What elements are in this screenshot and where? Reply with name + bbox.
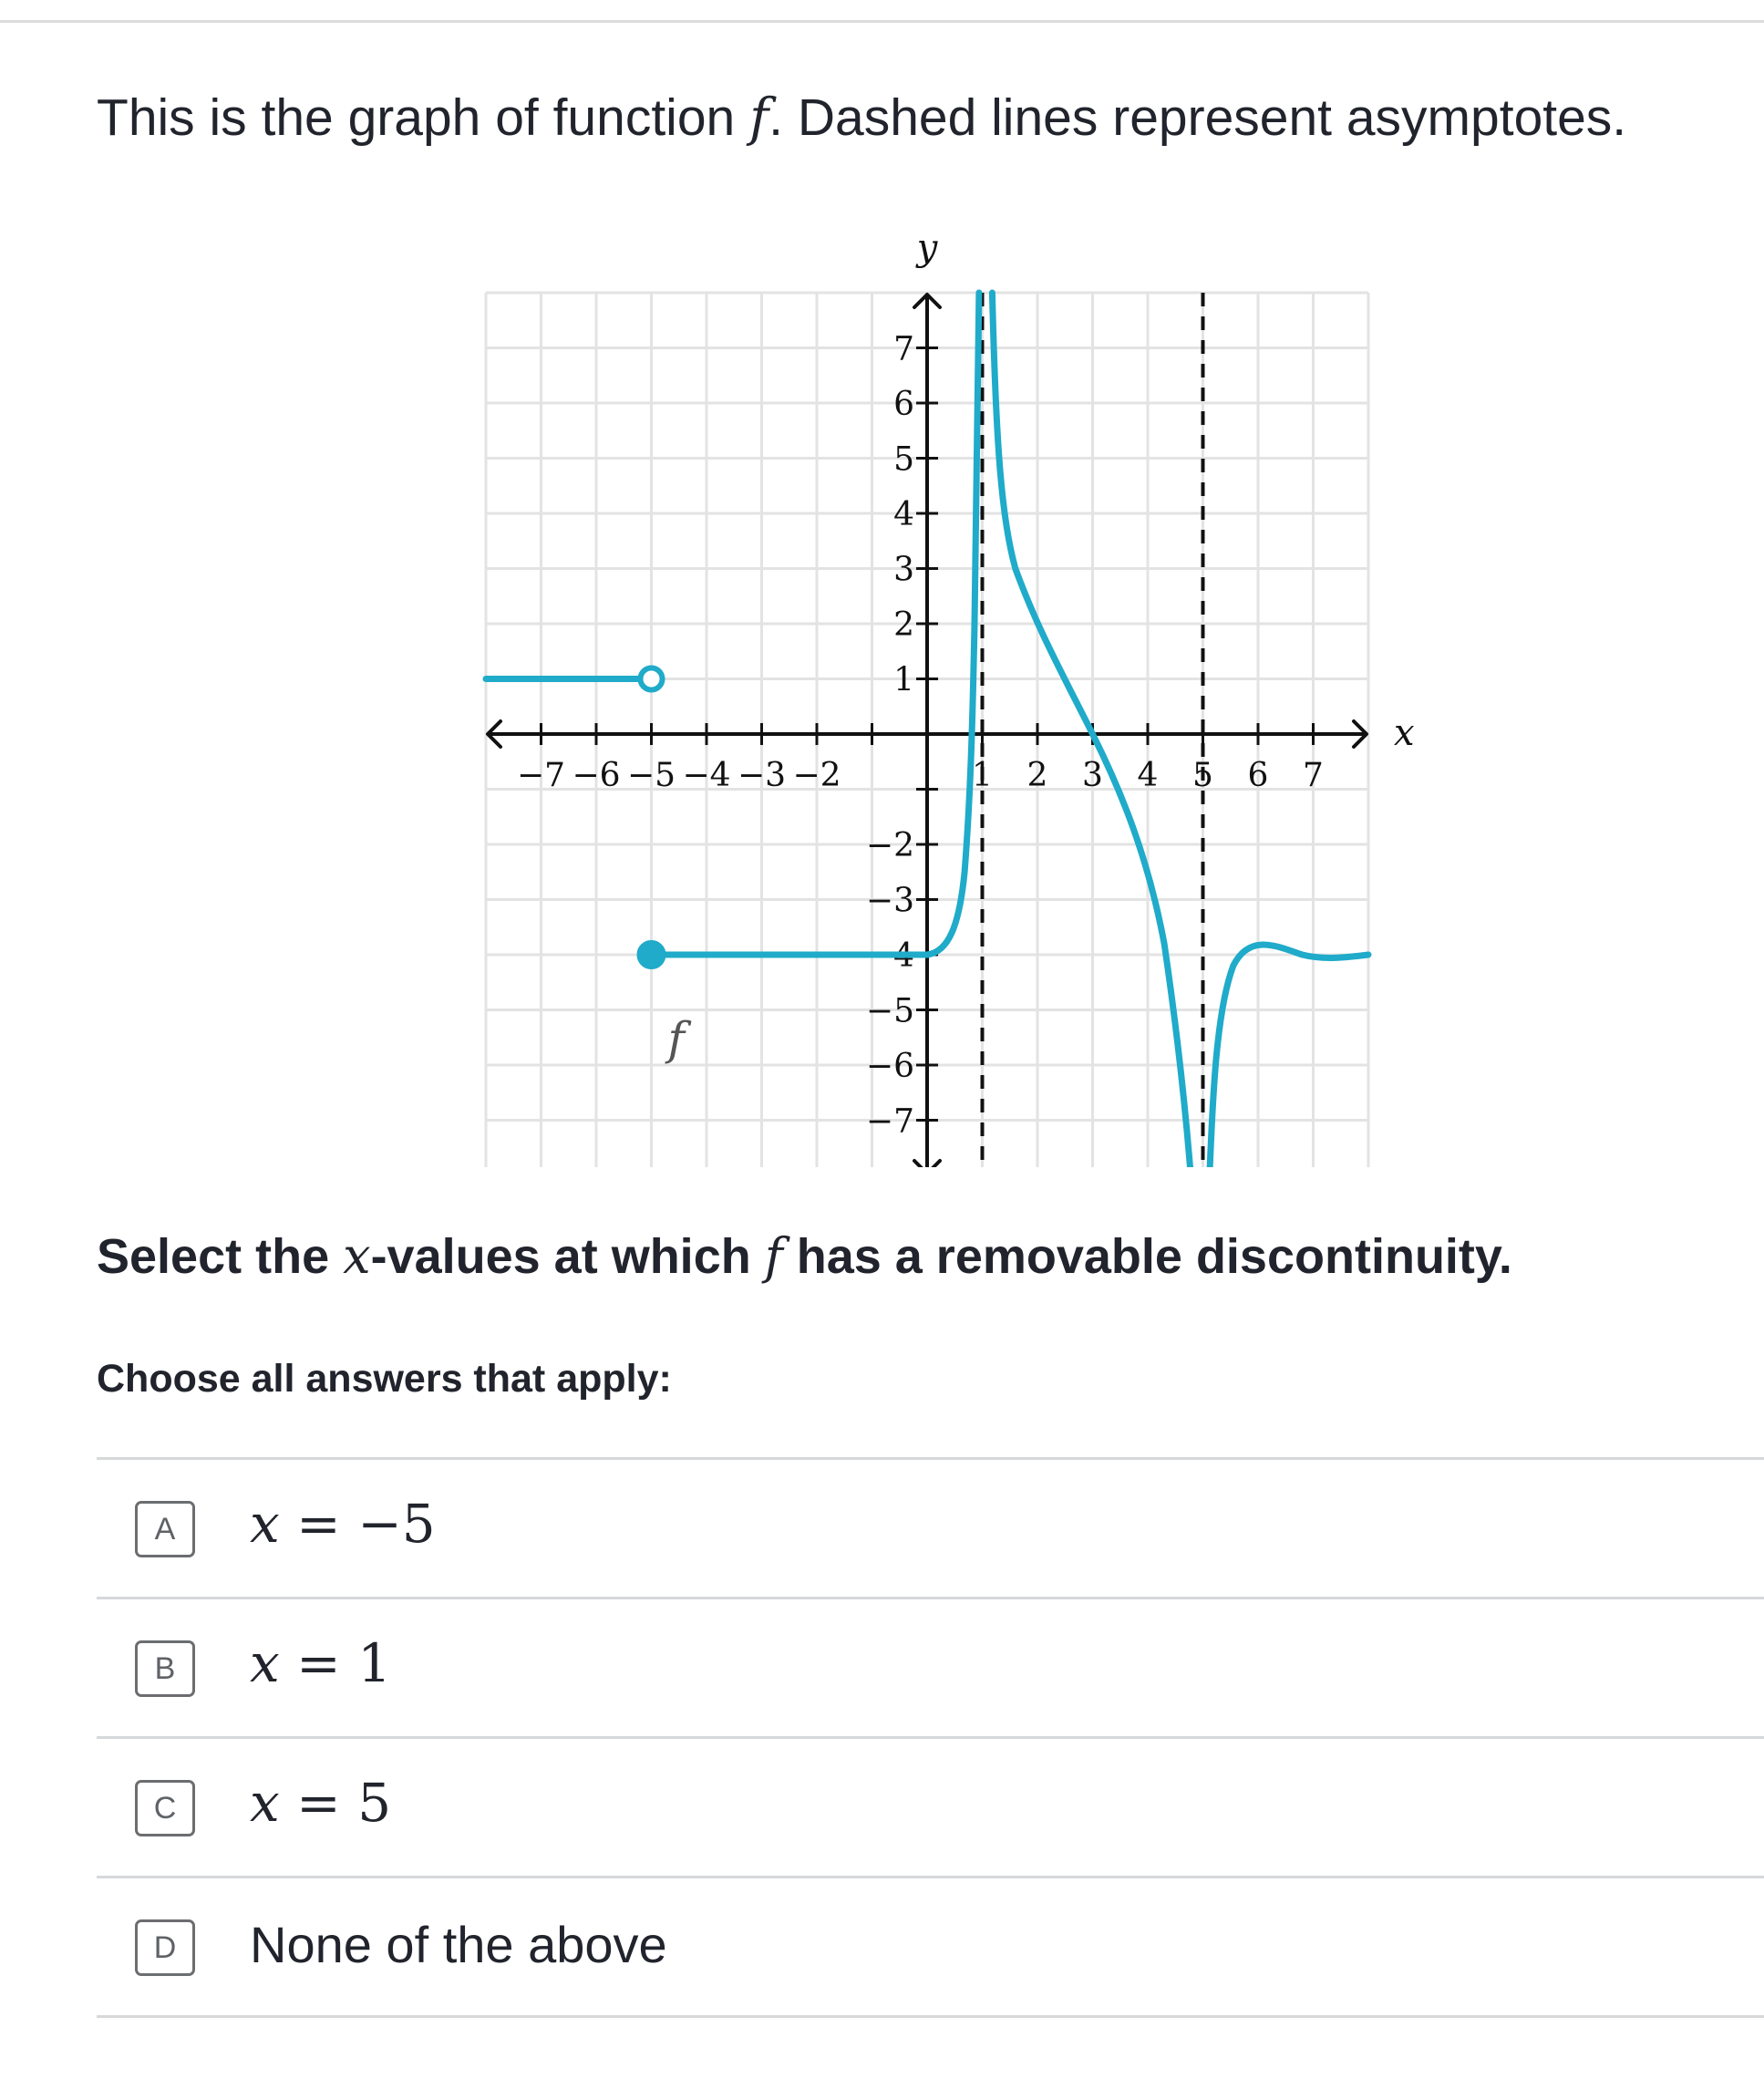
graph-axes <box>488 295 1367 1167</box>
y-tick-label: −5 <box>865 992 914 1030</box>
y-tick-label: −7 <box>865 1102 914 1141</box>
y-axis-label: y <box>916 227 938 269</box>
prompt-text-middle: -values at which <box>370 1229 765 1284</box>
x-tick-label: −3 <box>737 757 787 794</box>
x-tick-label: 6 <box>1247 757 1269 794</box>
y-tick-label: 3 <box>893 551 914 589</box>
prompt-variable: x <box>343 1227 371 1285</box>
top-divider <box>0 20 1764 23</box>
choice-a-checkbox[interactable]: A <box>135 1501 195 1557</box>
answer-choices <box>97 1457 1764 2018</box>
closed-point <box>638 941 665 968</box>
x-tick-label: −7 <box>516 757 566 794</box>
x-tick-label: −2 <box>792 757 841 794</box>
answer-instruction: Choose all answers that apply: <box>97 1357 672 1401</box>
choice-a-eq: = <box>279 1493 358 1555</box>
y-tick-label: −4 <box>865 937 914 975</box>
choice-c-var: x <box>250 1772 280 1834</box>
choice-c[interactable] <box>97 1739 1764 1876</box>
curve-label: f <box>667 1011 685 1065</box>
y-tick-label: 4 <box>893 496 914 533</box>
x-tick-label: −5 <box>626 757 676 794</box>
open-point <box>641 668 663 690</box>
question-intro <box>97 88 1626 148</box>
intro-text-end: . Dashed lines represent asymptotes. <box>769 88 1627 147</box>
choice-b-value: 1 <box>357 1632 392 1694</box>
prompt-text-start: Select the <box>97 1229 344 1284</box>
x-tick-label: 7 <box>1303 757 1324 794</box>
x-tick-label: 3 <box>1082 757 1103 794</box>
choice-b-var: x <box>250 1632 280 1694</box>
y-tick-label: −3 <box>865 882 914 920</box>
x-tick-label: −4 <box>682 757 731 794</box>
choice-a-value: −5 <box>357 1493 436 1555</box>
choice-b-checkbox[interactable]: B <box>135 1640 195 1697</box>
choice-d-label: None of the above <box>250 1916 667 1973</box>
question-prompt <box>97 1227 1512 1285</box>
x-tick-label: 1 <box>972 757 993 794</box>
choice-a-var: x <box>250 1493 280 1555</box>
choice-c-label <box>250 1772 391 1834</box>
function-name: f <box>749 88 769 148</box>
choice-c-eq: = <box>279 1772 358 1834</box>
y-tick-label: −6 <box>865 1048 914 1085</box>
choice-a-label <box>250 1493 436 1555</box>
curve-segment-right <box>1210 945 1368 1167</box>
choice-c-value: 5 <box>357 1772 392 1834</box>
choice-d-checkbox[interactable]: D <box>135 1919 195 1976</box>
function-graph <box>474 201 1431 1167</box>
choice-b-eq: = <box>279 1632 358 1694</box>
x-axis-label: x <box>1394 712 1415 754</box>
prompt-function-name: f <box>764 1227 783 1285</box>
x-tick-label: 4 <box>1137 757 1159 794</box>
choice-a[interactable] <box>97 1460 1764 1597</box>
choice-c-checkbox[interactable]: C <box>135 1780 195 1836</box>
choice-b-label <box>250 1632 391 1694</box>
prompt-text-end: has a removable discontinuity. <box>782 1229 1512 1284</box>
y-tick-label: 5 <box>893 440 914 479</box>
y-tick-label: 6 <box>893 386 914 423</box>
x-tick-label: 2 <box>1026 757 1048 794</box>
choice-b[interactable] <box>97 1599 1764 1736</box>
choice-d[interactable] <box>97 1878 1764 2015</box>
y-tick-label: 7 <box>893 330 914 368</box>
choice-divider <box>97 2015 1764 2018</box>
y-tick-label: 1 <box>893 661 914 699</box>
x-tick-label: 5 <box>1192 757 1213 794</box>
intro-text-start: This is the graph of function <box>97 88 750 147</box>
x-tick-label: −6 <box>572 757 621 794</box>
y-tick-label: −2 <box>865 827 914 864</box>
y-tick-label: 2 <box>893 606 914 644</box>
